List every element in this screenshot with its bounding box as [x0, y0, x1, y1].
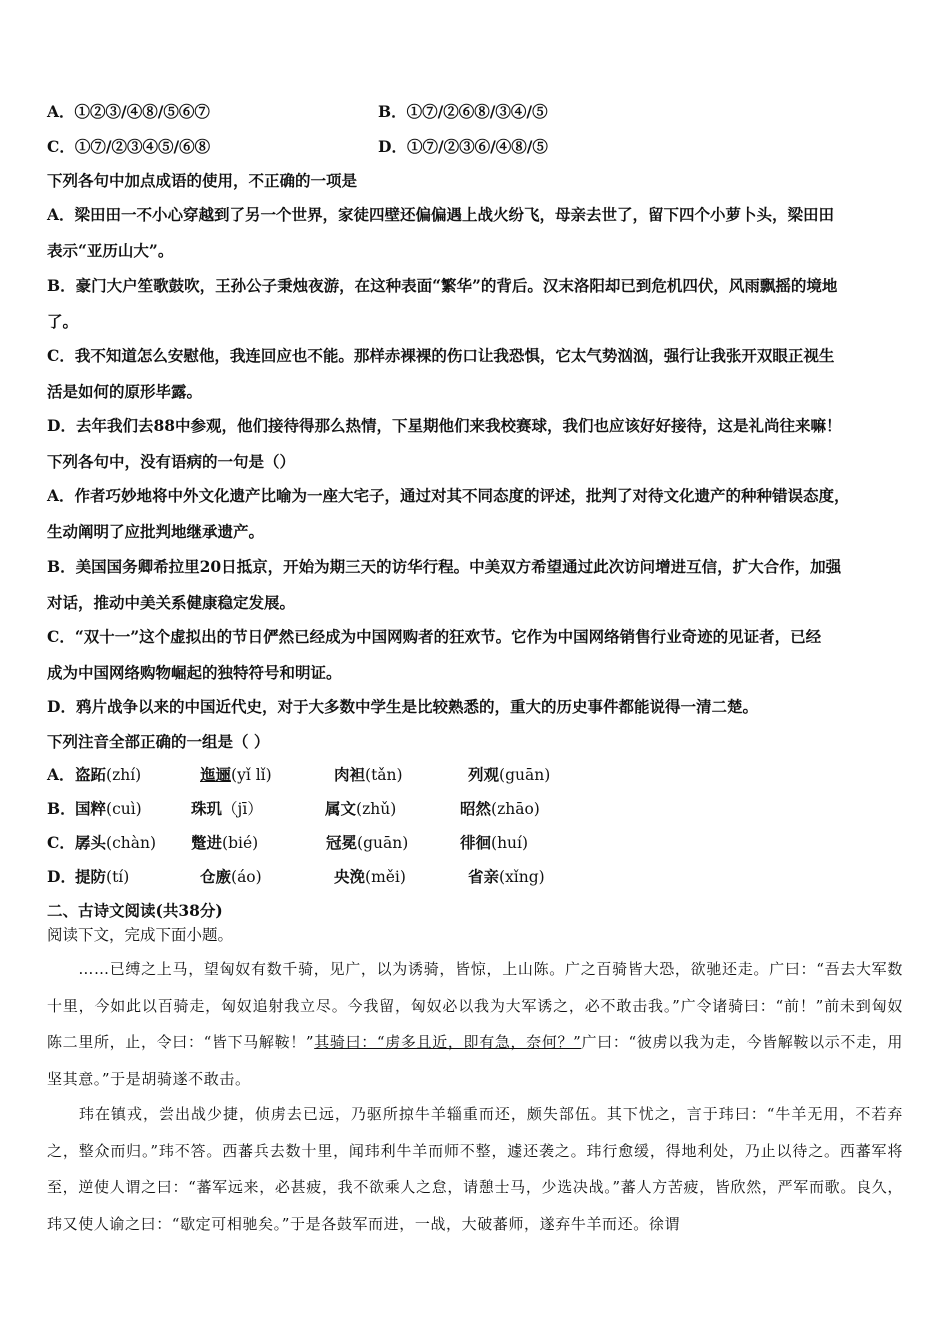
pinyin-reading: (xǐng) [499, 868, 545, 886]
pinyin-row-b-item3 [325, 799, 396, 819]
pinyin-row-b-item1 [75, 799, 142, 819]
pinyin-reading: (cuì) [106, 800, 142, 818]
pinyin-reading: (měi) [365, 868, 406, 886]
pinyin-row-c-item3 [326, 833, 408, 853]
pinyin-row-d-item1 [75, 867, 129, 887]
pinyin-reading: (bié) [222, 834, 259, 852]
section-title: 二、古诗文阅读(共38分) [47, 901, 223, 920]
pinyin-reading: (áo) [231, 868, 262, 886]
reading-instruction: 阅读下文，完成下面小题。 [47, 926, 234, 944]
pinyin-row-d-item3 [334, 867, 406, 887]
prev-option-b: B．①⑦/②⑥⑧/③④/⑤ [378, 102, 548, 121]
pinyin-word: 属文 [325, 799, 357, 818]
pinyin-row-b-label: B． [47, 799, 76, 818]
pinyin-row-c-label: C． [47, 833, 75, 852]
pinyin-word: 列观 [468, 765, 500, 784]
idiom-option-b-line2: 了。 [47, 312, 79, 331]
idiom-option-d-line1: D．去年我们去88中参观，他们接待得那么热情，下星期他们来我校赛球，我们也应该好好接待，这是礼尚往来嘛！ [47, 416, 842, 435]
passage-1-text: ……已缚之上马，望匈奴有数千骑，见广，以为诱骑，皆惊，上山陈。广之百骑皆大恐，欲驰还走。广曰：“吾去大军数十里，今如此以百骑走，匈奴追射我立尽。今我留，匈奴必以我为大军诱之，必不敢击我。”广令诸骑曰：“前！”前未到匈奴陈二里所，止，令曰：“皆下马解鞍！” [47, 960, 903, 1051]
pinyin-row-c-item1 [75, 833, 156, 853]
pinyin-reading: （jī） [222, 800, 263, 818]
pinyin-word: 徘徊 [460, 833, 492, 852]
passage-1-underlined-sentence: 其骑曰：“虏多且近，即有急，奈何？” [314, 1033, 582, 1051]
idiom-option-a-line1: A．梁田田一不小心穿越到了另一个世界，家徒四壁还偏偏遇上战火纷飞，母亲去世了，留下四个小萝卜头，梁田田 [47, 205, 835, 224]
grammar-option-b-line1: B．美国国务卿希拉里20日抵京，开始为期三天的访华行程。中美双方希望通过此次访问增进互信，扩大合作，加强 [47, 557, 842, 576]
pinyin-word: 盗跖 [75, 765, 107, 784]
pinyin-row-a-label: A． [47, 765, 75, 784]
grammar-option-c-line2: 成为中国网络购物崛起的独特符号和明证。 [47, 663, 342, 682]
pinyin-reading: (zhí) [106, 766, 142, 784]
pinyin-reading: (tǎn) [365, 766, 403, 784]
pinyin-reading: (yǐ lǐ) [231, 766, 272, 784]
idiom-option-a-line2: 表示“亚历山大”。 [47, 241, 174, 260]
grammar-option-c-line1: C．“双十一”这个虚拟出的节日俨然已经成为中国网购者的狂欢节。它作为中国网络销售行业奇迹的见证者，已经 [47, 627, 822, 646]
pinyin-row-d-item4 [468, 867, 545, 887]
pinyin-row-c-item4 [460, 833, 528, 853]
pinyin-reading: (zhāo) [491, 800, 540, 818]
pinyin-word: 冠冕 [326, 833, 358, 852]
prev-option-d: D．①⑦/②③⑥/④⑧/⑤ [378, 137, 548, 156]
pinyin-reading: (huí) [491, 834, 529, 852]
pinyin-row-a-item3 [334, 765, 403, 785]
pinyin-reading: (tí) [106, 868, 130, 886]
prev-option-c: C．①⑦/②③④⑤/⑥⑧ [47, 137, 211, 156]
grammar-question-stem: 下列各句中，没有语病的一句是（） [47, 452, 296, 471]
pinyin-word: 昭然 [460, 799, 492, 818]
pinyin-reading: (guān) [357, 834, 409, 852]
grammar-option-d-line1: D．鸦片战争以来的中国近代史，对于大多数中学生是比较熟悉的，重大的历史事件都能说得一清二楚。 [47, 697, 758, 716]
pinyin-row-b-item2 [191, 799, 263, 819]
pinyin-word: 省亲 [468, 867, 500, 886]
pinyin-word: 迤逦 [200, 765, 232, 784]
pinyin-row-b-item4 [460, 799, 540, 819]
idiom-option-c-line2: 活是如何的原形毕露。 [47, 382, 203, 401]
pinyin-word: 肉袒 [334, 765, 366, 784]
pinyin-row-c-item2 [191, 833, 258, 853]
pinyin-word: 孱头 [75, 833, 107, 852]
grammar-option-b-line2: 对话，推动中美关系健康稳定发展。 [47, 593, 296, 612]
classical-passage-2: 玮在镇戎，尝出战少捷，侦虏去已远，乃驱所掠牛羊辎重而还，颇失部伍。其下忧之，言于玮曰：“牛羊无用，不若弃之，整众而归。”玮不答。西蕃兵去数十里，闻玮利牛羊而师不整，遽还袭之。玮行愈缓，得地利处，乃止以待之。西蕃军将至，逆使人谓之曰：“蕃军远来，必甚疲，我不欲乘人之怠，请憩士马，少选决战。”蕃人方苦疲，皆欣然，严军而歌。良久，玮又使人谕之曰：“歇定可相驰矣。”于是各鼓军而进，一战，大破蕃师，遂弃牛羊而还。徐谓 [47, 1105, 903, 1233]
pinyin-reading: (zhǔ) [356, 800, 397, 818]
classical-passage-1 [47, 951, 903, 1097]
pinyin-word: 仓廒 [200, 867, 232, 886]
pinyin-question-stem: 下列注音全部正确的一组是（ ） [47, 732, 270, 751]
pinyin-word: 珠玑 [191, 799, 223, 818]
pinyin-word: 央浼 [334, 867, 366, 886]
pinyin-word: 国粹 [75, 799, 107, 818]
grammar-option-a-line1: A．作者巧妙地将中外文化遗产比喻为一座大宅子，通过对其不同态度的评述，批判了对待文化遗产的种种错误态度， [47, 486, 850, 505]
pinyin-row-d-label: D． [47, 867, 76, 886]
prev-option-a: A．①②③/④⑧/⑤⑥⑦ [47, 102, 210, 121]
pinyin-row-a-item2 [200, 765, 272, 785]
pinyin-word: 提防 [75, 867, 107, 886]
idiom-question-stem: 下列各句中加点成语的使用，不正确的一项是 [47, 171, 358, 190]
pinyin-row-a-item4 [468, 765, 550, 785]
idiom-option-b-line1: B．豪门大户笙歌鼓吹，王孙公子秉烛夜游，在这种表面“繁华”的背后。汉末洛阳却已到危机四伏，风雨飘摇的境地 [47, 276, 838, 295]
idiom-option-c-line1: C．我不知道怎么安慰他，我连回应也不能。那样赤裸裸的伤口让我恐惧，它太气势汹汹，强行让我张开双眼正视生 [47, 346, 835, 365]
grammar-option-a-line2: 生动阐明了应批判地继承遗产。 [47, 522, 265, 541]
pinyin-row-d-item2 [200, 867, 262, 887]
pinyin-reading: (chàn) [106, 834, 156, 852]
pinyin-row-a-item1 [75, 765, 141, 785]
passage-1-text-end: 广曰：“彼虏以我为走，今皆解鞍以示不走，用坚其意。”于是胡骑遂不敢击。 [47, 1033, 903, 1088]
pinyin-word: 蹩进 [191, 833, 223, 852]
pinyin-reading: (guān) [499, 766, 551, 784]
